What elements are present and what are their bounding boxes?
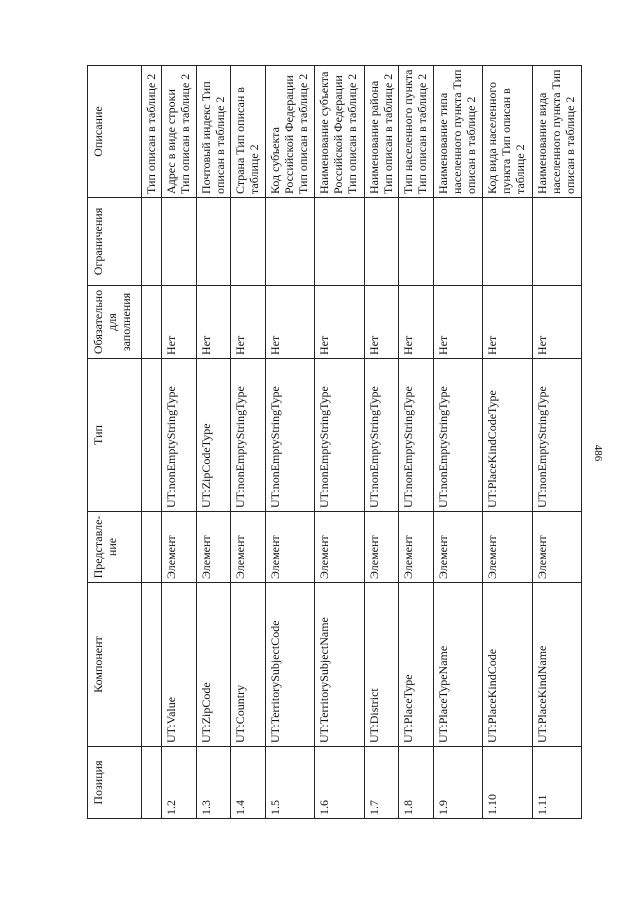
cell-position: 1.8 [399,747,434,819]
cell-type: UT:nonEmptyStringType [433,359,482,512]
cell-restrictions [231,198,266,286]
cell-position: 1.6 [315,747,364,819]
table-row [231,66,266,819]
cell-description: Наименование вида населенного пункта Тип описан в таблице 2 [532,66,581,198]
cell-required: Нет [532,286,581,359]
cell-required: Нет [162,286,197,359]
cell-representation: Элемент [265,512,314,583]
cell-description: Код субъекта Российской Федерации Тип описан в таблице 2 [265,66,314,198]
cell-required: Нет [364,286,399,359]
cell-component: UT:PlaceKindCode [483,583,532,747]
cell-position: 1.5 [265,747,314,819]
table-row [265,66,314,819]
cell-position: 1.9 [433,747,482,819]
cell-component: UT:PlaceKindName [532,583,581,747]
page-number: 486 [592,444,604,462]
cell-restrictions [433,198,482,286]
cell-type: UT:PlaceKindCodeType [483,359,532,512]
header-component: Компонент [88,583,142,747]
cell-component: UT:PlaceType [399,583,434,747]
cell-required: Нет [315,286,364,359]
components-table [87,65,582,819]
cell-description: Наименование субъекта Российской Федерации Тип описан в таблице 2 [315,66,364,198]
cell-description: Тип населенного пункта Тип описан в таблице 2 [399,66,434,198]
cell-restrictions [364,198,399,286]
cell-position: 1.2 [162,747,197,819]
cell-type: UT:nonEmptyStringType [315,359,364,512]
cell-representation: Элемент [162,512,197,583]
cell-required: Нет [483,286,532,359]
cell-required: Нет [231,286,266,359]
cell-representation: Элемент [399,512,434,583]
cell-description: Наименование типа населенного пункта Тип описан в таблице 2 [433,66,482,198]
cell-description: Код вида населенного пункта Тип описан в таблице 2 [483,66,532,198]
header-required: Обязательно для заполнения [88,286,142,359]
cell-component: UT:ZipCode [196,583,231,747]
cell-representation: Элемент [483,512,532,583]
table-row [399,66,434,819]
rotated-table-container [87,66,582,819]
cell-required: Нет [433,286,482,359]
cell-restrictions [399,198,434,286]
table-row [162,66,197,819]
header-description: Описание [88,66,142,198]
cell-restrictions [265,198,314,286]
cell-required: Нет [196,286,231,359]
cell-restrictions [315,198,364,286]
cell-type: UT:nonEmptyStringType [532,359,581,512]
cell-representation: Элемент [532,512,581,583]
cell-required: Нет [399,286,434,359]
cell-required: Нет [265,286,314,359]
cell-description: Наименование района Тип описан в таблице 2 [364,66,399,198]
cell-type: UT:ZipCodeType [196,359,231,512]
cell-representation: Элемент [364,512,399,583]
table-row [433,66,482,819]
cell-position: 1.7 [364,747,399,819]
cell-representation: Элемент [196,512,231,583]
table-row [483,66,532,819]
cell-type: UT:nonEmptyStringType [231,359,266,512]
cell-required [142,286,162,359]
table-row [532,66,581,819]
cell-representation [142,512,162,583]
cell-restrictions [483,198,532,286]
cell-component: UT:District [364,583,399,747]
cell-position [142,747,162,819]
table-row [142,66,162,819]
table-row [315,66,364,819]
cell-position: 1.11 [532,747,581,819]
header-representation: Представле-ние [88,512,142,583]
cell-component: UT:Country [231,583,266,747]
cell-type: UT:nonEmptyStringType [265,359,314,512]
cell-representation: Элемент [231,512,266,583]
cell-type: UT:nonEmptyStringType [364,359,399,512]
table-header-row [88,66,142,819]
table-row [196,66,231,819]
cell-description: Почтовый индекс Тип описан в таблице 2 [196,66,231,198]
cell-restrictions [142,198,162,286]
cell-description: Адрес в виде строки Тип описан в таблице 2 [162,66,197,198]
cell-component: UT:TerritorySubjectName [315,583,364,747]
cell-representation: Элемент [315,512,364,583]
cell-component: UT:Value [162,583,197,747]
cell-component: UT:TerritorySubjectCode [265,583,314,747]
cell-restrictions [532,198,581,286]
cell-description: Тип описан в таблице 2 [142,66,162,198]
table-row [364,66,399,819]
header-type: Тип [88,359,142,512]
cell-component: UT:PlaceTypeName [433,583,482,747]
cell-type [142,359,162,512]
cell-description: Страна Тип описан в таблице 2 [231,66,266,198]
cell-representation: Элемент [433,512,482,583]
cell-position: 1.10 [483,747,532,819]
cell-restrictions [196,198,231,286]
cell-position: 1.3 [196,747,231,819]
cell-restrictions [162,198,197,286]
header-position: Позиция [88,747,142,819]
cell-position: 1.4 [231,747,266,819]
cell-component [142,583,162,747]
cell-type: UT:nonEmptyStringType [399,359,434,512]
header-restrictions: Ограничения [88,198,142,286]
cell-type: UT:nonEmptyStringType [162,359,197,512]
